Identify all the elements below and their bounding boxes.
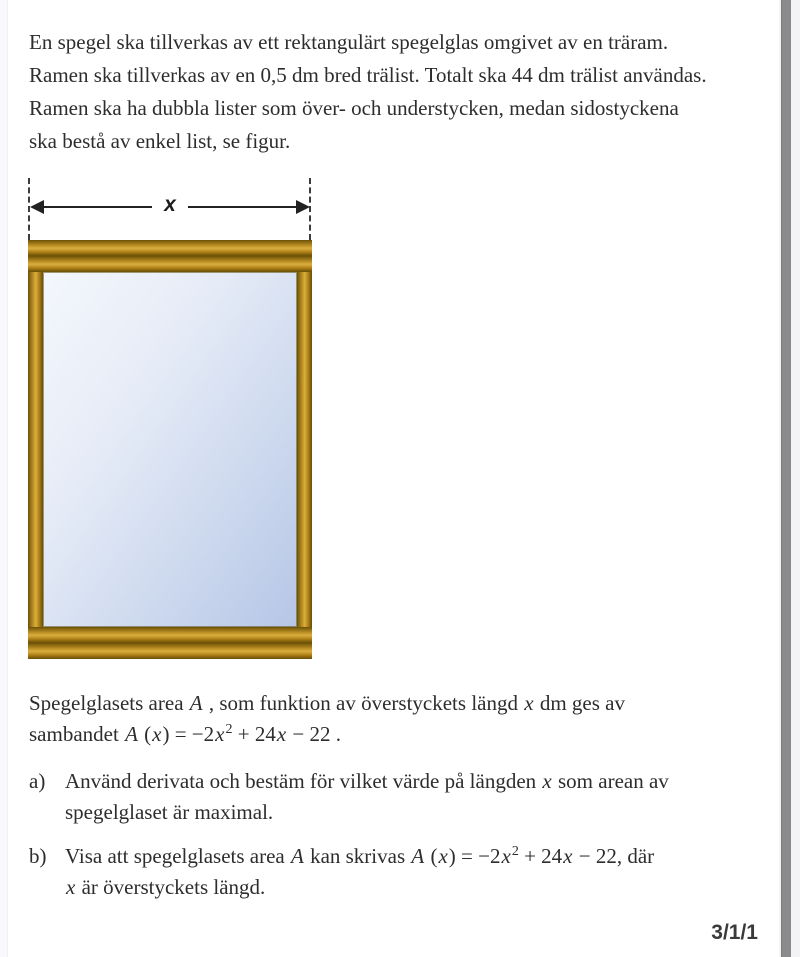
frame-top-list-2 [28,256,312,272]
task-line: Använd derivata och bestäm för vilket värde på längden x som arean av [65,769,669,793]
dimension-arrow-line-right [188,206,298,208]
statement-line-2: sambandet A $(x) = -2x^2 + 24x - 22$ . [29,722,341,746]
dimension-label: x [164,193,176,216]
frame-side-list-left [28,272,43,627]
mirror-glass [43,272,297,627]
task-item-b [29,841,774,903]
frame-side-list-right [297,272,312,627]
mirror-frame [28,240,312,659]
intro-line: Ramen ska ha dubbla lister som över- och understycken, medan sidostyckena [29,96,679,120]
task-marker: b) [29,844,47,868]
task-line: spegelglaset är maximal. [65,800,274,824]
task-item-a [29,766,774,828]
scrollbar-thumb[interactable] [781,0,791,957]
dimension-arrowhead-right-icon [296,200,310,214]
score-label: 3/1/1 [711,921,758,944]
frame-bottom-list-1 [28,627,312,643]
intro-line: ska bestå av enkel list, se figur. [29,129,291,153]
statement-paragraph [29,688,769,750]
task-line: Visa att spegelglasets area A kan skrivas A $(x) = -2x^2 + 24x - 22$, där [65,844,655,868]
frame-top-list-1 [28,240,312,256]
intro-line: Ramen ska tillverkas av en 0,5 dm bred trälist. Totalt ska 44 dm trälist användas. [29,63,707,87]
task-marker: a) [29,769,46,793]
frame-bottom-list-2 [28,643,312,659]
task-line: x är överstyckets längd. [66,875,266,899]
intro-paragraph [29,26,774,158]
statement-line-1: Spegelglasets area A , som funktion av överstyckets längd x dm ges av [29,691,625,715]
dimension-arrow-line-left [42,206,152,208]
intro-line: En spegel ska tillverkas av ett rektangulärt spegelglas omgivet av en träram. [29,30,669,54]
page-left-edge [0,0,8,957]
